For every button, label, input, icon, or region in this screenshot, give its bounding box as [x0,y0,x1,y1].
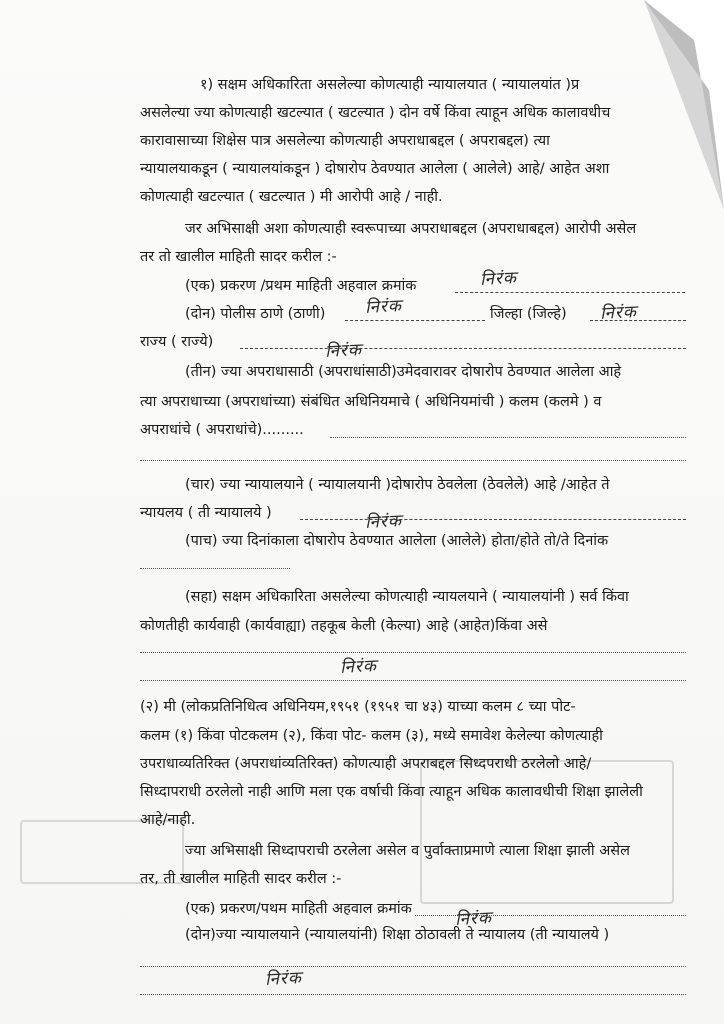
s1-line-3: कारावासाच्या शिक्षेस पात्र असलेल्या कोणत्याही अपराधाबद्दल ( अपराबद्दल) त्या [140,133,550,149]
s1-item-3-blank-1 [330,437,686,438]
handwritten-nirank-4: निरंक [324,340,363,362]
s1-item-5-a: (पाच) ज्या दिनांकाला दोषारोप ठेवण्यात आलेला (आलेले) होता/होते तो/ते दिनांक [185,533,609,549]
s2-line-5: आहे/नाही. [140,812,196,828]
s1-item-1-blank [455,292,685,293]
s1-item-2-police-blank [345,320,485,321]
handwritten-nirank-2: निरंक [364,296,403,318]
handwritten-nirank-3: निरंक [599,302,638,324]
handwritten-nirank-7: निरंक [454,908,493,930]
s1-item-4-a: (चार) ज्या न्यायालयाने ( न्यायालयानी )दोषारोप ठेवलेला (ठेवलेले) आहे /आहेत ते [185,477,610,493]
s2-line-4: सिध्दापराधी ठरलेलो नाही आणि मला एक वर्षाची किंवा त्याहून अधिक कालावधीची शिक्षा झालेली [140,784,643,800]
s1-item-1: (एक) प्रकरण /प्रथम माहिती अहवाल क्रमांक [185,278,417,294]
s1-intro-1: जर अभिसाक्षी अशा कोणत्याही स्वरूपाच्या अपराधाबद्दल (अपराधाबद्दल) आरोपी असेल [185,221,637,237]
s1-item-6-a: (सहा) सक्षम अधिकारिता असलेल्या कोणत्याही न्यायलयाने ( न्यायालयांनी ) सर्व किंवा [185,589,629,605]
s1-item-4-b: न्यायलय ( ती न्यायालये ) [140,505,272,521]
s1-item-6-blank-1 [140,652,686,653]
s2-intro-1: ज्या अभिसाक्षी सिध्दापराची ठरलेला असेल व पुर्वाक्ताप्रमाणे त्याला शिक्षा झाली असेल [185,843,630,859]
s1-item-3-blank-2 [140,460,686,461]
s2-intro-2: तर, ती खालील माहिती सादर करील :- [140,871,342,887]
s2-item-2-blank-1 [140,966,686,967]
s2-line-3: उपराधाव्यतिरिक्त (अपराधांव्यतिरिक्त) कोणत्याही अपराबद्दल सिध्दपराधी ठरलेलो आहे/ [140,756,592,772]
s2-line-2: कलम (१) किंवा पोटकलम (२), किंवा पोट- कलम (३), मध्ये समावेश केलेल्या कोणत्याही [140,728,603,744]
s1-item-4-blank [300,519,686,520]
handwritten-nirank-5: निरंक [364,511,403,533]
s1-item-3-a: (तीन) ज्या अपराधासाठी (अपराधांसाठी)उमेदवारावर दोषारोप ठेवण्यात आलेला आहे [185,364,622,380]
s2-item-2: (दोन)ज्या न्यायालयाने (न्यायालयांनी) शिक्षा ठोठावली ते न्यायालय (ती न्यायालये ) [185,927,610,943]
s1-item-2-state-blank [240,348,686,349]
s1-item-2-police: (दोन) पोलीस ठाणे (ठाणी) [185,306,326,322]
s1-intro-2: तर तो खालील माहिती सादर करील :- [140,249,337,265]
s1-item-2-state: राज्य ( राज्ये) [140,334,214,350]
s1-line-2: असलेल्या ज्या कोणत्याही खटल्यात ( खटल्यात ) दोन वर्षे किंवा त्याहून अधिक कालावधीच [140,105,611,121]
s2-item-2-blank-2 [140,994,686,995]
s1-item-2-district: जिल्हा (जिल्हे) [490,306,567,322]
s1-line-4: न्यायालयाकडून ( न्यायालयांकडून ) दोषारोप ठेवण्यात आलेला ( आलेले) आहे/ आहेत अशा [140,161,610,177]
s1-item-6-blank-2 [140,680,686,681]
s1-item-5-blank [140,568,290,569]
handwritten-nirank-8: निरंक [264,968,303,990]
s2-line-1: (२) मी (लोकप्रतिनिधित्व अधिनियम,१९५१ (१९५१ चा ४३) याच्या कलम ८ च्या पोट- [140,699,576,715]
s2-item-1: (एक) प्रकरण/पथम माहिती अहवाल क्रमांक [185,901,412,917]
s1-item-3-c: अपराधांचे ( अपराधांचे)......... [140,422,304,438]
handwritten-nirank-6: निरंक [339,656,378,678]
s1-item-3-b: त्या अपराधाच्या (अपराधांच्या) संबंधित अधिनियमाचे ( अधिनियमांची ) कलम (कलमे ) व [140,394,602,410]
s1-line-5: कोणत्याही खटल्यात ( खटल्यात ) मी आरोपी आहे / नाही. [140,189,443,205]
s1-item-6-b: कोणतीही कार्यवाही (कार्यवाह्या) तहकूब केली (केल्या) आहे (आहेत)किंवा असे [140,618,548,634]
s1-line-1: १) सक्षम अधिकारिता असलेल्या कोणत्याही न्यायालयात ( न्यायालयांत )प्र [200,77,580,93]
handwritten-nirank-1: निरंक [479,268,518,290]
